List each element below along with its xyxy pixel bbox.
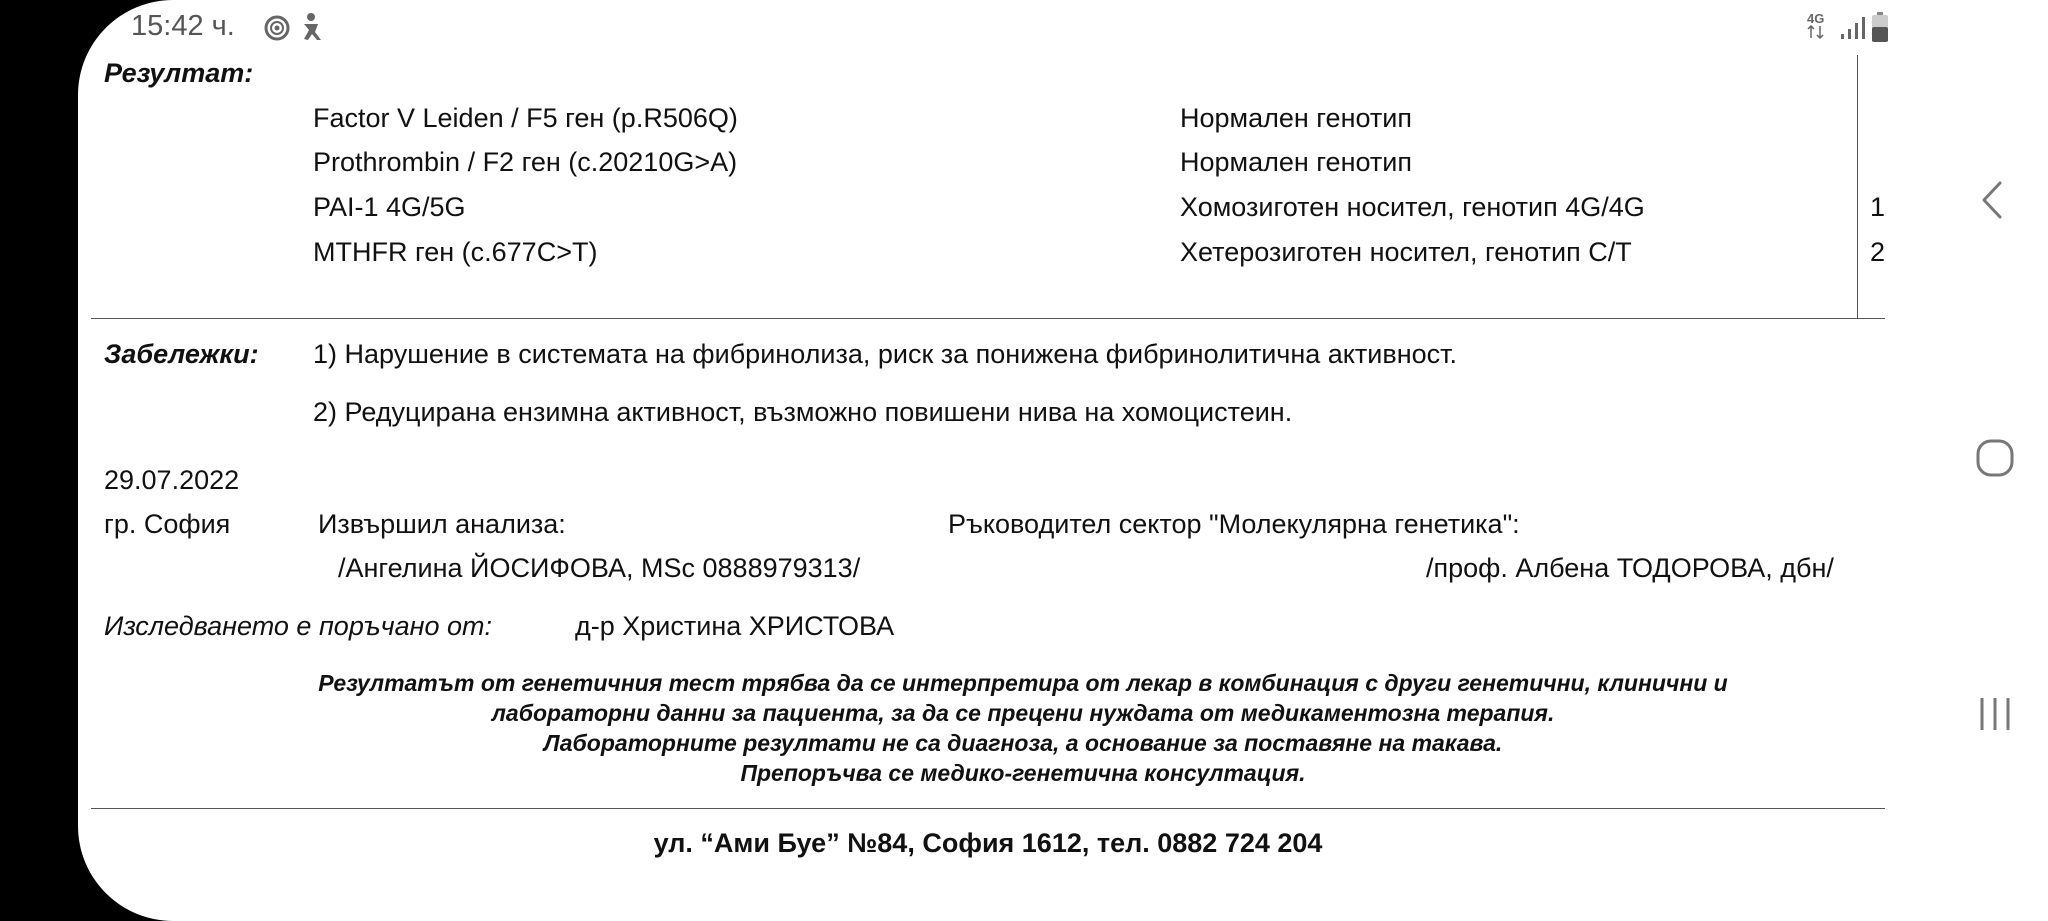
result-note-ref: 2 (1870, 237, 1886, 267)
result-value: Нормален генотип (1180, 147, 1412, 177)
status-time: 15:42 ч. (131, 10, 235, 42)
disclaimer-line: Резултатът от генетичния тест трябва да се интерпретира от лекар в комбинация с други генетични, клинични и (318, 670, 1728, 696)
footer-address: ул. “Ами Буе” №84, София 1612, тел. 0882 724 204 (653, 828, 1323, 858)
result-value: Нормален генотип (1180, 103, 1412, 133)
result-value: Хетерозиготен носител, генотип C/T (1180, 237, 1632, 267)
home-icon[interactable] (1975, 438, 2015, 478)
disclaimer-line: Препоръчва се медико-генетична консултация. (740, 760, 1306, 786)
disclaimer-line: лабораторни данни за пациента, за да се прецени нуждата от медикаментозна терапия. (491, 700, 1555, 726)
ordered-by-label: Изследването е поръчано от: (104, 611, 492, 641)
document-viewer[interactable] (78, 0, 1951, 921)
report-city: гр. София (104, 509, 231, 539)
ordered-by-name: д-р Христина ХРИСТОВА (575, 611, 895, 641)
report-date: 29.07.2022 (104, 465, 240, 495)
remark-item: 2) Редуцирана ензимна активност, възможно повишени нива на хомоцистеин. (313, 397, 1293, 427)
result-value: Хомозиготен носител, генотип 4G/4G (1180, 192, 1645, 222)
footer-divider (91, 808, 1885, 809)
accessibility-icon (300, 12, 326, 42)
result-test-name: Prothrombin / F2 ген (c.20210G>A) (313, 147, 738, 177)
battery-icon (1872, 12, 1888, 42)
data-arrows-icon (1806, 25, 1826, 39)
navigation-bar (1951, 0, 2048, 921)
remark-item: 1) Нарушение в системата на фибринолиза, риск за понижена фибринолитична активност. (313, 339, 1457, 369)
remarks-label: Забележки: (104, 339, 259, 369)
section-divider (91, 318, 1885, 319)
back-icon[interactable] (1980, 180, 2004, 220)
performed-by-label: Извършил анализа: (318, 509, 566, 539)
performed-by-name: /Ангелина ЙОСИФОВА, MSc 0888979313/ (338, 553, 861, 583)
head-of-sector-label: Ръководител сектор "Молекулярна генетика": (948, 509, 1520, 539)
table-vertical-rule (1857, 55, 1858, 319)
result-test-name: MTHFR ген (c.677C>T) (313, 237, 598, 267)
head-of-sector-name: /проф. Албена ТОДОРОВА, дбн/ (1426, 553, 1834, 583)
result-test-name: PAI-1 4G/5G (313, 192, 466, 222)
recents-icon[interactable] (1978, 694, 2012, 734)
radio-icon (263, 14, 291, 42)
result-label: Резултат: (104, 58, 254, 88)
result-note-ref: 1 (1870, 192, 1886, 222)
result-test-name: Factor V Leiden / F5 ген (p.R506Q) (313, 103, 738, 133)
signal-icon (1840, 16, 1868, 40)
network-type: 4G (1807, 11, 1825, 26)
disclaimer-line: Лабораторните резултати не са диагноза, а основание за поставяне на такава. (543, 730, 1503, 756)
